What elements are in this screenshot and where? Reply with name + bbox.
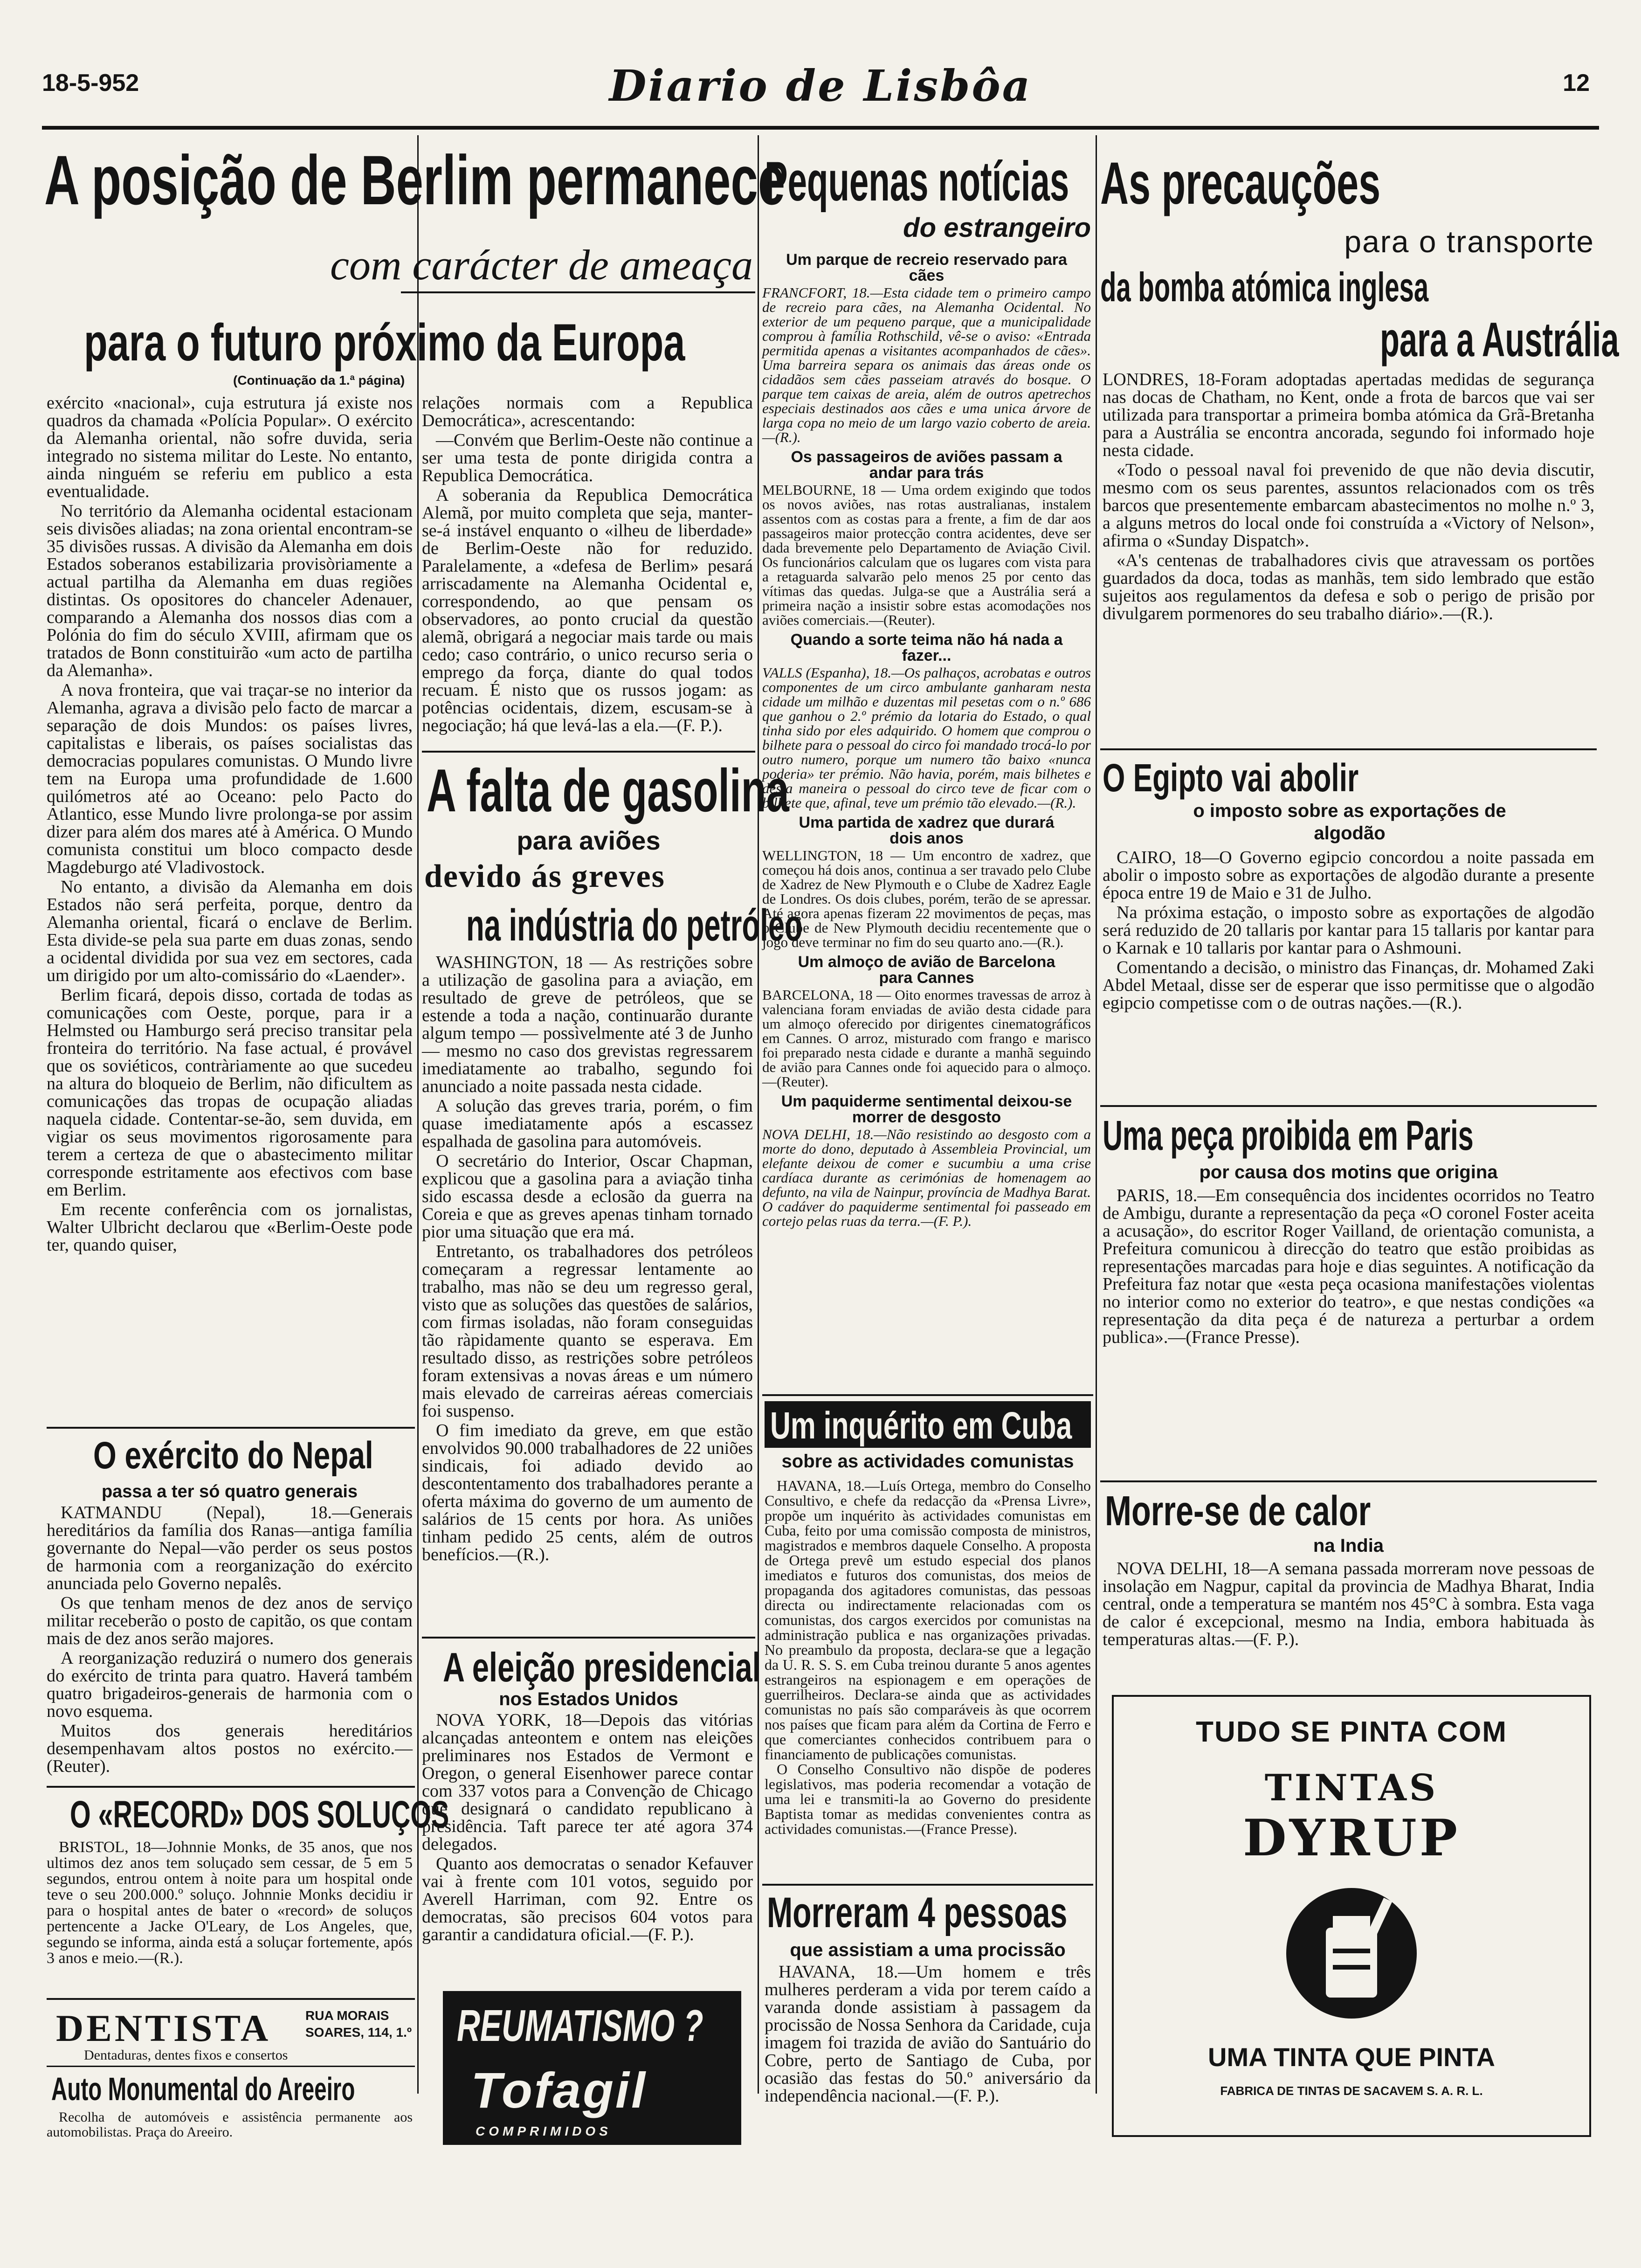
calor-p1: NOVA DELHI, 18—A semana passada morreram nove pessoas de insolação em Nagpur, capital da provincia de Madhya Bharat, India central, onde a temperatura se mantém nos 45°C à sombra. Esta vaga de calor é excepcional, mesmo na India, embora habituada às temperaturas altas.—(F. P.).	[1103, 1559, 1594, 1649]
dyrup-maker: FABRICA DE TINTAS DE SACAVEM S. A. R. L.	[1220, 2084, 1483, 2098]
precaucoes-body	[1103, 371, 1594, 741]
berlim-deck: para o futuro próximo da Europa	[84, 313, 685, 372]
eleicao-p1: NOVA YORK, 18—Depois das vitórias alcançadas anteontem e ontem nas eleições preliminares nos Estados de Vermont e Oregon, o general Eisenhower parece contar com 337 votos para a Convenção de Chicago que designará o candidato republicano à presidência. Taft parece ter até agora 374 delegados.	[422, 1710, 753, 1854]
pequenas-subhead: do estrangeiro	[903, 213, 1091, 243]
precaucoes-head4: para a Austrália	[1380, 313, 1619, 367]
nepal-p4: Muitos dos generais hereditários desempenhavam altos postos no exército.—(Reuter).	[47, 1721, 413, 1776]
rule-berlim-gasolina	[422, 751, 755, 753]
berlim-subheadline: com carácter de ameaça	[330, 241, 753, 289]
berlim-col1	[47, 394, 413, 1424]
cuba-p1: HAVANA, 18.—Luís Ortega, membro do Conselho Consultivo, e chefe da redacção da «Prensa Livre», propõe um inquérito às actividades comunistas em Cuba, feito por uma comissão composta de ministros, magistrados e membros daquele Conselho. A proposta de Ortega prevê um estudo especial dos planos imediatos e futuros dos comunistas, dos meios de propaganda dos agitadores comunistas, das pessoas directa ou indirectamente relacionadas com os comunistas, dos cargos exercidos por comunistas na administração publica e nas organizações privadas. No preambulo da proposta, declara-se que a legação da U. R. S. S. em Cuba treinou durante 5 anos agentes estrangeiros na espionagem e em operações de guerrilheiros. Declara-se ainda que as actividades comunistas no país são comparáveis às que ocorrem nos países que ficam para além da Cortina de Ferro e que comerciantes conhecidos contribuem para o financiamento de publicações comunistas.	[765, 1477, 1091, 1763]
column-rule-2	[758, 135, 759, 2094]
berlim-col2-p1: relações normais com a Republica Democrática», acrescentando:	[422, 393, 753, 430]
pequenas-item-5-title: Um almoço de avião de Barcelona para Cannes	[798, 953, 1055, 987]
paris-body	[1103, 1187, 1594, 1473]
egipto-headline: O Egipto vai abolir	[1103, 756, 1359, 800]
egipto-p3: Comentando a decisão, o ministro das Finanças, dr. Mohamed Zaki Abdel Metaal, disse ser de esperar que isso permitisse que o algodão egipcio competisse com o de outras nações.—(R.).	[1103, 958, 1594, 1013]
issue-date: 18-5-952	[42, 69, 139, 97]
rule-gasolina-eleicao	[422, 1637, 755, 1639]
rule-pequenas-cuba	[762, 1394, 1093, 1396]
berlim-continuation: (Continuação da 1.ª página)	[233, 373, 405, 387]
precaucoes-head3: da bomba atómica inglesa	[1100, 264, 1429, 310]
nepal-body	[47, 1503, 413, 1776]
pequenas-items	[762, 252, 1091, 1373]
page-number: 12	[1563, 69, 1590, 97]
berlim-col1-p5: Berlim ficará, depois disso, cortada de todas as comunicações com Oeste, porque, para ir a Helmsted ou Hamburgo será preciso transitar pela fronteira do território. Na fase actual, é provável que os soviéticos, contràriamente ao que sucedeu na altura do bloqueio de Berlim, não dificultem as comunicações das tropas de ocupação aliadas naquela cidade. Contentar-se-ão, sem duvida, em vigiar os seus movimentos rigorosamente para terem a certeza de que o abastecimento militar corresponde estritamente aos efectivos com base em Berlim.	[47, 985, 413, 1200]
reumatismo-brand: Tofagil	[471, 2062, 647, 2118]
record-headline: O «RECORD» DOS SOLUÇOS	[70, 1793, 449, 1836]
pequenas-item-2-title: Os passageiros de aviões passam a andar para trás	[791, 448, 1062, 482]
dyrup-slogan: UMA TINTA QUE PINTA	[1208, 2042, 1495, 2072]
eleicao-headline: A eleição presidencial	[443, 1644, 761, 1690]
auto-title: Auto Monumental do Areeiro	[51, 2071, 355, 2107]
pequenas-item-1-title: Um parque de recreio reservado para cães	[786, 251, 1067, 284]
berlim-col1-p1: exército «nacional», cuja estrutura já existe nos quadros da chamada «Polícia Popular». O exército da Alemanha oriental, não sofre duvida, seria integrado no sistema militar do Leste. No entanto, ainda ninguém se referiu em publico a esta eventualidade.	[47, 393, 413, 501]
auto-line: Recolha de automóveis e assistência permanente aos automobilistas. Praça do Areeiro.	[47, 2109, 413, 2140]
gasolina-p5: O fim imediato da greve, em que estão envolvidos 90.000 trabalhadores de 22 uniões sindicais, foi adiado devido ao descontentamento dos trabalhadores perante a oferta máxima do governo de um aumento de salários de 15 cents por hora. As uniões tinham pedido 25 cents, além de outros benefícios.—(R.).	[422, 1421, 753, 1564]
record-body	[47, 1839, 413, 1993]
reumatismo-line1: REUMATISMO ?	[457, 2001, 703, 2051]
calor-subhead: na India	[1313, 1535, 1384, 1556]
berlim-col2-p2: —Convém que Berlim-Oeste não continue a ser uma testa de ponte dirigida contra a Republica Democrática.	[422, 430, 753, 485]
precaucoes-p2: «Todo o pessoal naval foi prevenido de que não devia discutir, mesmo com os seus parentes, assuntos relacionados com os três barcos que presentemente embarcam abastecimentos no molhe n.º 3, a alguns metros do local onde foi construída a «Victory of Nelson», afirma o «Sunday Dispatch».	[1103, 460, 1594, 551]
dyrup-ad	[1112, 1695, 1591, 2137]
header-rule	[42, 126, 1599, 130]
pequenas-item-2-text: MELBOURNE, 18 — Uma ordem exigindo que todos os novos aviões, nas rotas australianas, instalem assentos com as costas para a frente, a fim de dar aos passageiros maior protecção contra acidentes, deve ser dada brevemente pelo Departamento de Aviação Civil. Os funcionários calculam que os lugares com vista para a retaguarda salvarão pelo menos 25 por cento das vítimas das quedas. Julga-se que a Austrália será a primeira nação a insistir sobre estas acomodações nos aviões comerciais.—(Reuter).	[762, 482, 1091, 628]
precaucoes-p1: LONDRES, 18-Foram adoptadas apertadas medidas de segurança nas docas de Chatham, no Kent, onde a frota de barcos que vai ser utilizada para transportar a primeira bomba atómica da Grã-Bretanha para a Austrália se encontra ancorada, segundo foi informado hoje nesta cidade.	[1103, 370, 1594, 460]
precaucoes-p3: «A's centenas de trabalhadores civis que atravessam os portões guardados da doca, todas as manhãs, tem sido lembrado que estão sujeitos aos regulamentos da defesa e sob o perigo de prisão por divulgarem pormenores do seu trabalho diário».—(R.).	[1103, 551, 1594, 623]
morreram-p1: HAVANA, 18.—Um homem e três mulheres perderam a vida por terem caído a varanda donde assistiam à passagem da procissão de Nossa Senhora da Caridade, cuja imagem foi trazida de avião do Santuário do Cobre, perto de Santiago de Cuba, por ocasião das festas do 50.º aniversário da independência nacional.—(F. P.).	[765, 1962, 1091, 2106]
gasolina-p2: A solução das greves traria, porém, o fim quase imediatamente após a escassez espalhada de gasolina para automóveis.	[422, 1096, 753, 1151]
pequenas-headline: Pequenas notícias	[765, 150, 1069, 213]
paris-subhead: por causa dos motins que origina	[1199, 1162, 1498, 1182]
gasolina-p4: Entretanto, os trabalhadores dos petróleos começaram a regressar lentamente ao trabalho, mas não se deu um regresso geral, visto que as soluções das questões de salários, com firmas isoladas, não foram conseguidas tão ràpidamente quanto se esperava. Em resultado disso, as restrições sobre petróleos foram extensivas a novas áreas e um número mais elevado de carreiras aéreas comerciais foi suspenso.	[422, 1242, 753, 1421]
precaucoes-headline: As precauções	[1100, 150, 1381, 217]
paris-p1: PARIS, 18.—Em consequência dos incidentes ocorridos no Teatro de Ambigu, durante a representação da peça «O coronel Foster aceita a acusação», do escritor Roger Vailland, de orientação comunista, a Prefeitura comunicou à direcção do teatro que estão proibidas as representações marcadas para hoje e dias seguintes. A notificação da Prefeitura faz notar que «esta peça ocasiona manifestações violentas no interior como no exterior do teatro», e que nestas condições «a representação da dita peça é de natureza a perturbar a ordem publica».—(France Presse).	[1103, 1186, 1594, 1347]
pequenas-item-6-title: Um paquiderme sentimental deixou-se morrer de desgosto	[781, 1093, 1072, 1126]
egipto-subhead: o imposto sobre as exportações de algodão	[1193, 801, 1506, 844]
nepal-p3: A reorganização reduzirá o numero dos generais do exército de trinta para quatro. Haverá também quatro brigadeiros-generais de harmonia com o novo esquema.	[47, 1648, 413, 1721]
rule-egipto-paris	[1100, 1105, 1597, 1107]
reumatismo-ad	[443, 1991, 741, 2145]
rule-dentista-auto	[47, 2066, 415, 2067]
pequenas-item-4-title: Uma partida de xadrez que durará dois anos	[799, 814, 1055, 847]
gasolina-head2: para aviões	[517, 826, 661, 855]
nepal-p1: KATMANDU (Nepal), 18.—Generais hereditários da família dos Ranas—antiga família governante do Nepal—vão perder os seus postos de harmonia com a reorganização do exército anunciada pelo Governo nepalês.	[47, 1503, 413, 1593]
gasolina-p1: WASHINGTON, 18 — As restrições sobre a utilização de gasolina para a aviação, em resultado de greve de petróleos, que se estende a toda a nação, continuarão durante algum tempo — possìvelmente até 3 de Junho — mesmo no caso dos grevistas regressarem imediatamente ao trabalho, segundo foi anunciado a noite passada nesta cidade.	[422, 953, 753, 1096]
rule-nepal-record	[47, 1786, 415, 1788]
masthead: Diario de Lisbôa	[609, 61, 1032, 111]
berlim-col2-p3: A soberania da Republica Democrática Alemã, por muito completa que seja, manter-se-á instável enquanto o «ilheu de liberdade» de Berlim-Oeste não for reduzido. Paralelamente, a «defesa de Berlim» pesará arriscadamente na Alemanha Ocidental e, correspondendo, ao que pensam os observadores, ao ponto crucial da questão alemã, obrigará a negociar mais tarde ou mais cedo; caso contrário, o unico recurso seria o emprego da força, diante do qual todos recuam. É nisto que os russos jogam: as potências ocidentais, dizem, escusam-se à negociação; há que levá-las a ela.—(F. P.).	[422, 485, 753, 735]
rule-precaucoes-egipto	[1100, 748, 1597, 750]
pequenas-item-4-text: WELLINGTON, 18 — Um encontro de xadrez, que começou há dois anos, continua a ser travado pelo Clube de Xadrez de New Plymouth e o Clube de Xadrez Eagle de Londres. Os dois clubes, porém, terão de se apressar. Até agora apenas fizeram 22 movimentos de peças, mas o Clube de New Plymouth decidiu recentemente que o jogo deve terminar no fim do seu quarto ano.—(R.).	[762, 847, 1091, 950]
dyrup-brand-1: TINTAS	[1264, 1767, 1439, 1809]
precaucoes-head2: para o transporte	[1344, 224, 1594, 259]
calor-body	[1103, 1560, 1594, 1688]
egipto-p1: CAIRO, 18—O Governo egipcio concordou a noite passada em abolir o imposto sobre as exportações de algodão durante a presente época entre 19 de Maio e 31 de Julho.	[1103, 848, 1594, 903]
pequenas-item-3-text: VALLS (Espanha), 18.—Os palhaços, acrobatas e outros componentes de um circo ambulante ganharam nesta cidade um milhão e duzentas mil pesetas com o n.º 686 que ganhou o 2.º prémio da lotaria do Estado, o qual tinha sido por eles adquirido. O homem que comprou o bilhete para o pessoal do circo foi mandado trocá-lo por outro numero, porque um numero tão baixo «nunca poderia» ter prémio. Não havia, porém, mais bilhetes e desta maneira o pessoal do circo teve de ficar com o bilhete que, afinal, teve um prémio tão elevado.—(R.).	[762, 664, 1091, 811]
gasolina-p3: O secretário do Interior, Oscar Chapman, explicou que a gasolina para a aviação tinha sido escassa desde a eclosão da guerra na Coreia e que as greves apenas tinham tornado pior uma situação que era má.	[422, 1151, 753, 1242]
dentista-title: DENTISTA	[56, 2007, 271, 2049]
nepal-subhead: passa a ter só quatro generais	[101, 1482, 358, 1501]
paint-can-icon	[1277, 1883, 1426, 2023]
dentista-line: Dentaduras, dentes fixos e consertos	[84, 2047, 288, 2063]
record-p1: BRISTOL, 18—Johnnie Monks, de 35 anos, que nos ultimos dez anos tem soluçado sem cessar, de 5 em 5 segundos, entrou ontem à noite para um hospital onde teve o seu 200.000.º soluço. Johnnie Monks decidiu ir para o hospital antes de bater o «record» de soluços pertencente a Jacke O'Leary, de Los Angeles, que, segundo se informa, ainda está a soluçar fortemente, após 3 anos e meio.—(R.).	[47, 1839, 413, 1967]
morreram-body	[765, 1963, 1091, 2117]
cuba-headline: Um inquérito em Cuba	[770, 1404, 1072, 1447]
paris-headline: Uma peça proibida em Paris	[1103, 1113, 1474, 1159]
nepal-headline: O exército do Nepal	[93, 1434, 373, 1477]
rule-record-ads	[47, 1998, 415, 2000]
rule-paris-calor	[1100, 1480, 1597, 1482]
rule-cuba-morreram	[762, 1884, 1093, 1886]
pequenas-item-3-title: Quando a sorte teima não há nada a fazer...	[790, 631, 1063, 664]
dyrup-brand-2: DYRUP	[1243, 1809, 1460, 1867]
pequenas-item-6-text: NOVA DELHI, 18.—Não resistindo ao desgosto com a morte do dono, deputado à Assembleia Provincial, um elefante deixou de comer e sucumbiu a uma crise cardíaca durante as cerimónias de homenagem ao defunto, na vila de Nainpur, província de Madhya Barat. O cadáver do paquiderme sentimental foi passeado em cortejo pelas ruas da terra.—(F. P.).	[762, 1126, 1091, 1229]
dyrup-top-line: TUDO SE PINTA COM	[1196, 1716, 1507, 1748]
berlim-col1-p6: Em recente conferência com os jornalistas, Walter Ulbricht declarou que «Berlim-Oeste pode ter, quando quiser,	[47, 1200, 413, 1255]
morreram-subhead: que assistiam a uma procissão	[790, 1940, 1066, 1960]
auto-body	[47, 2110, 413, 2147]
column-rule-3	[1096, 135, 1097, 2094]
calor-headline: Morre-se de calor	[1105, 1488, 1371, 1535]
eleicao-subhead: nos Estados Unidos	[499, 1689, 678, 1709]
gasolina-head4: na indústria do petróleo	[466, 900, 803, 950]
cuba-p2: O Conselho Consultivo não dispõe de poderes legislativos, mas poderia recomendar a votação de uma lei e transmiti-la ao Governo do presidente Baptista tomar as medidas convenientes contra as actividades comunistas.—(France Presse).	[765, 1761, 1091, 1837]
morreram-headline: Morreram 4 pessoas	[767, 1889, 1068, 1936]
berlim-col1-p4: No entanto, a divisão da Alemanha em dois Estados não será perfeita, porque, dentro da Alemanha oriental, ficará o enclave de Berlim. Esta divide-se pela sua parte em duas zonas, sendo a ocidental dividida por sua vez em sectores, cada um dirigido por um alto-comissário do «Laender».	[47, 877, 413, 985]
eleicao-body	[422, 1711, 753, 1977]
dentista-addr1: RUA MORAIS	[305, 2008, 389, 2023]
pequenas-item-1-text: FRANCFORT, 18.—Esta cidade tem o primeiro campo de recreio para cães, na Alemanha Ocidental. No exterior de um pequeno parque, que a municipalidade comprou à família Rothschild, vê-se o aviso: «Entrada permitida apenas a visitantes acompanhados de cães». Uma barreira separa os animais das áreas onde os cidadãos sem cães passeiam através do bosque. O parque tem caixas de areia, além de outros apetrechos especiais destinados aos cães e uma unica árvore de larga copa no meio de um largo vazio coberto de areia.—(R.).	[762, 284, 1091, 445]
berlim-col1-p2: No território da Alemanha ocidental estacionam seis divisões aliadas; na zona oriental encontram-se 35 divisões russas. A divisão da Alemanha em dois Estados soberanos estabilizaria provisòriamente a actual partilha da Alemanha em duas regiões distintas. Os opositores do chanceler Adenauer, comparando a Alemanha dos nossos dias com a Polónia do fim do século XVIII, afirmam que os tratados de Bonn constituirão «um acto de partilha da Alemanha».	[47, 501, 413, 680]
cuba-headline-bar	[765, 1401, 1091, 1448]
dentista-addr2: SOARES, 114, 1.º	[305, 2025, 412, 2040]
cuba-subhead: sobre as actividades comunistas	[781, 1451, 1074, 1472]
reumatismo-line3: COMPRIMIDOS	[476, 2124, 612, 2138]
egipto-p2: Na próxima estação, o imposto sobre as exportações de algodão será reduzido de 20 tallaris por kantar para 15 tallaris por kantar para o Karnak e 10 tallaris por kantar para o Ashmouni.	[1103, 903, 1594, 958]
berlim-headline: A posição de Berlim permanece	[44, 141, 786, 219]
dentista-ad	[47, 2003, 413, 2063]
rule-berlim-nepal	[47, 1427, 415, 1429]
gasolina-body	[422, 954, 753, 1637]
nepal-p2: Os que tenham menos de dez anos de serviço militar receberão o posto de capitão, os que contam mais de dez anos serão majores.	[47, 1593, 413, 1648]
berlim-rule	[401, 291, 755, 293]
gasolina-headline: A falta de gasolina	[427, 756, 789, 824]
berlim-col1-p3: A nova fronteira, que vai traçar-se no interior da Alemanha, agrava a divisão pelo facto de marcar a separação de dois Mundos: os países livres, capitalistas e liberais, os países socialistas das democracias populares comunistas. O Mundo livre tem na Europa uma profundidade de 1.600 quilómetros até ao Oceano: pelo Pacto do Atlantico, esse Mundo livre prolonga-se por assim dizer para além dos mares até à América. O Mundo comunista constitui um bloco compacto desde Magdeburgo até Vladivostock.	[47, 680, 413, 877]
cuba-body	[765, 1478, 1091, 1879]
egipto-body	[1103, 849, 1594, 1096]
eleicao-p2: Quanto aos democratas o senador Kefauver vai à frente com 101 votos, seguido por Averell Harriman, com 92. Entre os democratas, são precisos 604 votos para garantir a candidatura oficial.—(F. P.).	[422, 1854, 753, 1944]
gasolina-head3: devido ás greves	[424, 858, 665, 894]
pequenas-item-5-text: BARCELONA, 18 — Oito enormes travessas de arroz à valenciana foram enviadas de avião desta cidade para um almoço oferecido por dirigentes cinematográficos em Cannes. O arroz, misturado com frango e marisco foi preparado nesta cidade e durante a manhã seguindo de avião para Cannes onde foi aquecido para o almoço.—(Reuter).	[762, 987, 1091, 1090]
berlim-col2	[422, 394, 753, 748]
